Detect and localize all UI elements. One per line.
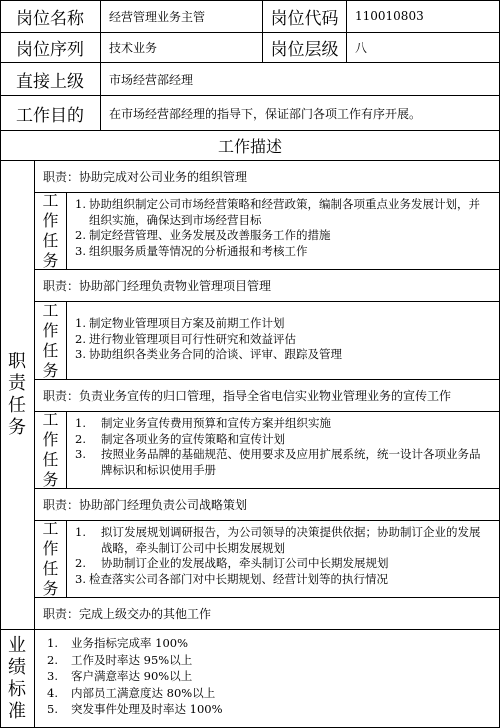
- list-item: 1. 拟订发展规划调研报告，为公司领导的决策提供依据；协助制订企业的发展战略，牵头制订公司中长期发展规划: [75, 525, 481, 555]
- position-name-label: 岗位名称: [16, 8, 84, 29]
- position-code-value: 110010803: [355, 9, 424, 23]
- position-series-label: 岗位序列: [16, 40, 84, 60]
- duties-label: 职责任务: [8, 351, 26, 438]
- duty-2: 职责：协助部门经理负责物业管理项目管理: [43, 279, 272, 293]
- list-item: 2. 工作及时率达 95%以上: [47, 652, 193, 667]
- duty-4: 职责：协助部门经理负责公司战略策划: [43, 498, 248, 512]
- performance-label: 业绩标准: [8, 635, 26, 722]
- task-list-1: [67, 193, 497, 269]
- list-item: 2. 进行物业管理项目可行性研究和效益评估: [75, 331, 296, 346]
- section-title-work-description: 工作描述: [217, 137, 282, 156]
- task-label-2: 工作任务: [42, 300, 59, 380]
- list-item: 1. 制定物业管理项目方案及前期工作计划: [75, 316, 285, 330]
- list-item: 3. 组织服务质量等情况的分析通报和考核工作: [75, 243, 308, 258]
- position-name-value: 经营管理业务主管: [109, 9, 206, 24]
- performance-list: [35, 630, 497, 727]
- list-item: 3. 协助组织各类业务合同的洽谈、评审、跟踪及管理: [75, 347, 342, 361]
- list-item: 3. 检查落实公司各部门对中长期规划、经营计划等的执行情况: [75, 571, 388, 586]
- work-purpose-label: 工作目的: [16, 105, 84, 126]
- duty-1: 职责：协助完成对公司业务的组织管理: [43, 170, 248, 184]
- list-item: 2. 协助制订企业的发展战略，牵头制订公司中长期发展规划: [75, 556, 389, 570]
- task-label-1: 工作任务: [42, 191, 59, 270]
- position-level-value: 八: [355, 41, 368, 55]
- task-label-3: 工作任务: [42, 410, 59, 489]
- direct-superior-value: 市场经营部经理: [109, 72, 194, 87]
- duty-5: 职责：完成上级交办的其他工作: [43, 607, 212, 621]
- list-item: 3. 客户满意率达 90%以上: [47, 669, 193, 683]
- duty-3: 职责：负责业务宣传的归口管理，指导全省电信实业物业管理业务的宣传工作: [43, 389, 452, 403]
- position-level-label: 岗位层级: [270, 40, 339, 60]
- task-label-4: 工作任务: [42, 519, 59, 598]
- list-item: 1. 制定业务宣传费用预算和宣传方案并组织实施: [75, 416, 331, 430]
- list-item: 3. 按照业务品牌的基础规范、使用要求及应用扩展系统，统一设计各项业务品牌标识和标识使用手册: [75, 447, 481, 477]
- task-list-4: [67, 521, 497, 597]
- list-item: 2. 制定经营管理、业务发展及改善服务工作的措施: [75, 228, 331, 242]
- position-series-value: 技术业务: [109, 41, 158, 55]
- position-code-label: 岗位代码: [270, 8, 339, 29]
- list-item: 4. 内部员工满意度达 80%以上: [47, 685, 216, 700]
- direct-superior-label: 直接上级: [16, 71, 84, 92]
- task-list-2: [67, 302, 497, 379]
- task-list-3: [67, 412, 497, 488]
- list-item: 2. 制定各项业务的宣传策略和宣传计划: [75, 431, 285, 446]
- list-item: 1. 协助组织制定公司市场经营策略和经营政策，编制各项重点业务发展计划，并组织实施，确保达到市场经营目标: [75, 197, 480, 227]
- work-purpose-value: 在市场经营部经理的指导下，保证部门各项工作有序开展。: [109, 106, 422, 121]
- list-item: 1. 业务指标完成率 100%: [47, 636, 189, 650]
- list-item: 5. 突发事件处理及时率达 100%: [47, 702, 223, 716]
